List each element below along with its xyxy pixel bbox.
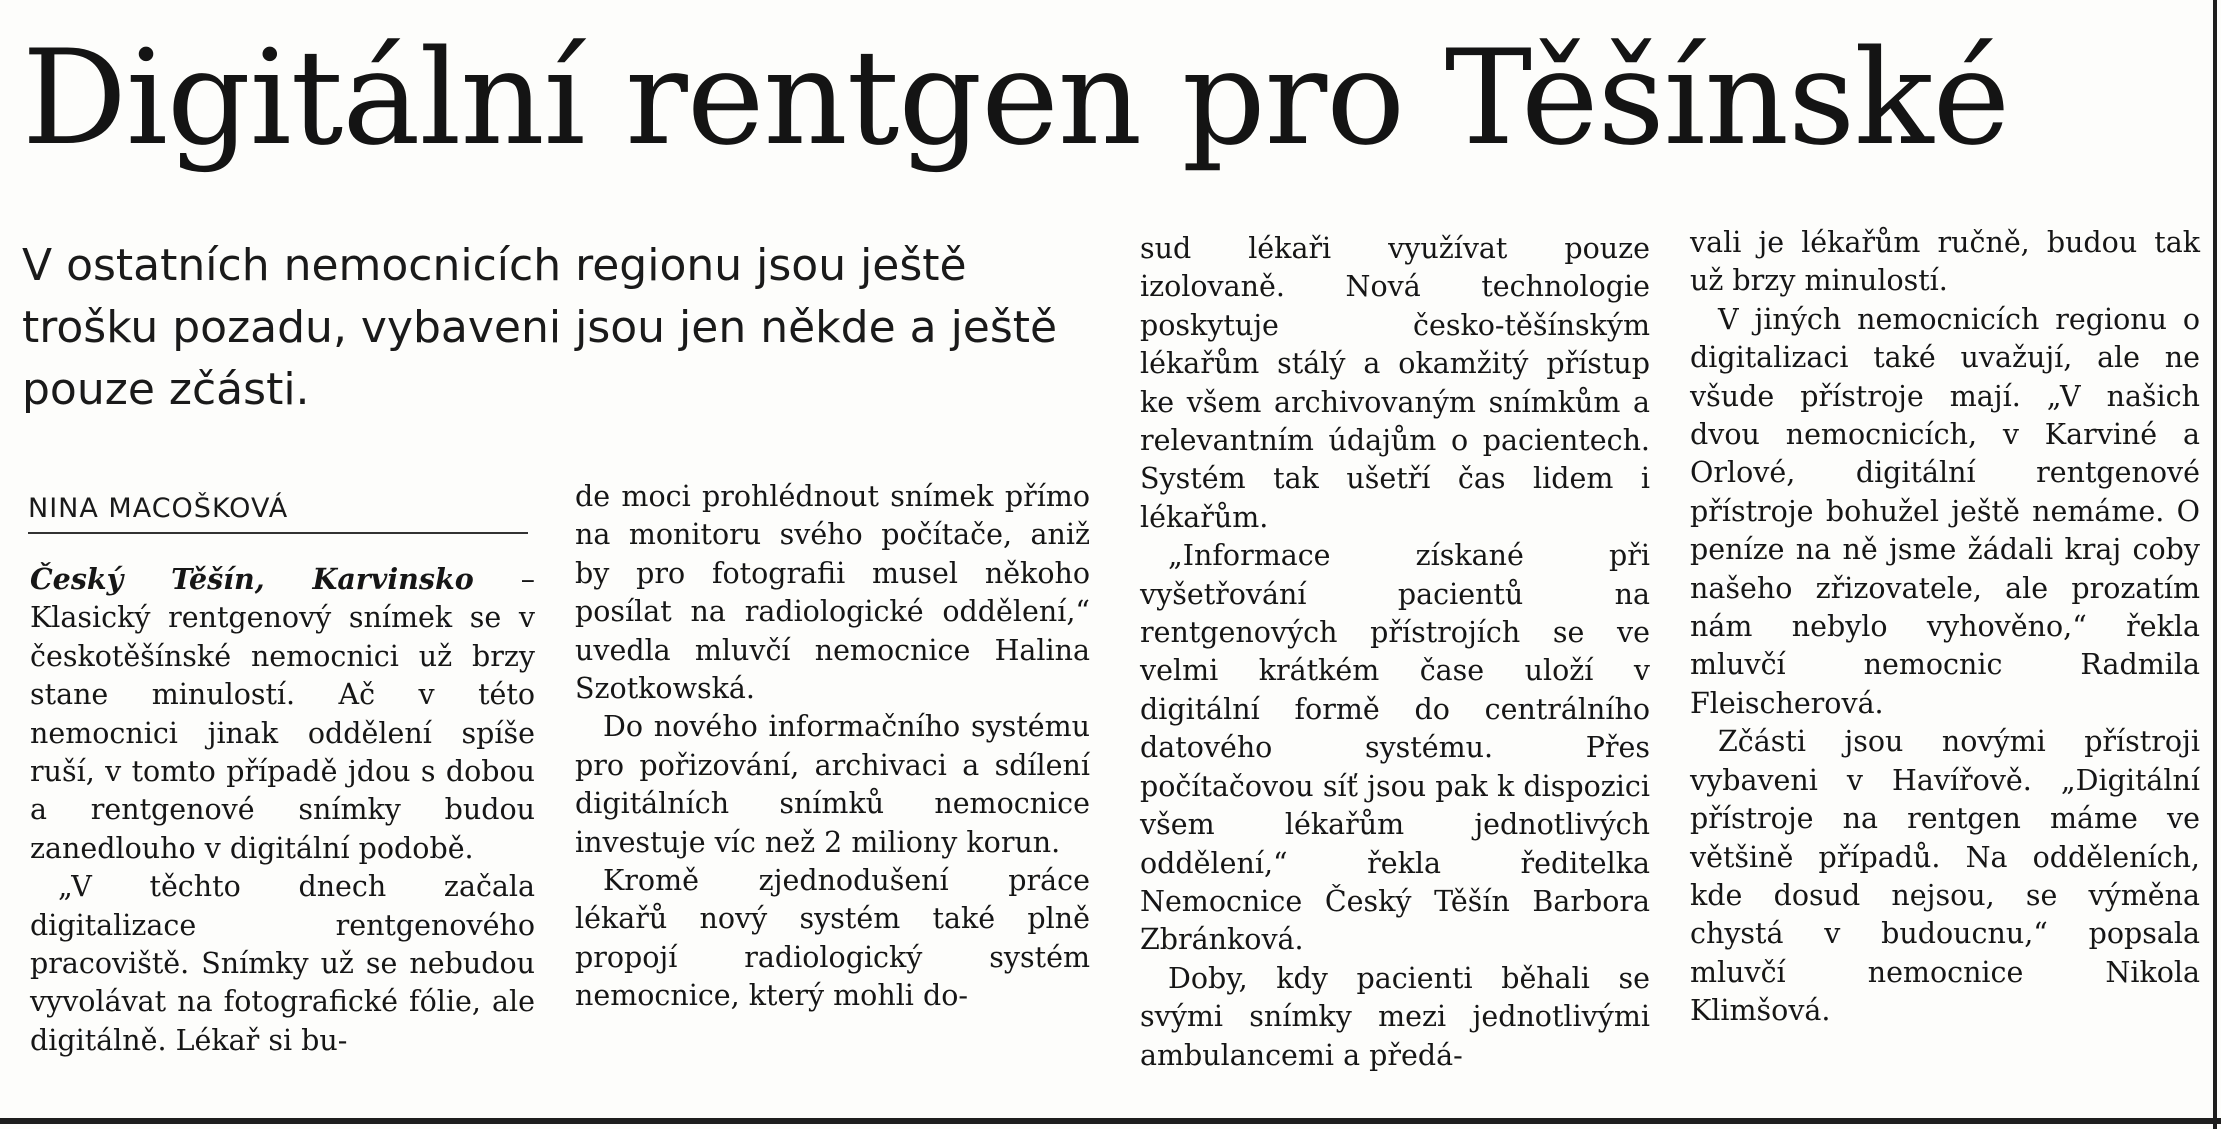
paragraph-6-start: Doby, kdy pacienti běhali se svými snímky mezi jednotlivými ambulancemi a předá- (1140, 961, 1650, 1072)
text-column-3 (1140, 230, 1650, 1075)
byline: NINA MACOŠKOVÁ (28, 492, 528, 534)
paragraph-4-end: sud lékaři využívat pouze izolovaně. Nová technologie poskytuje česko-těšínským lékařům stálý a okamžitý přístup ke všem archivovaným snímkům a relevantním údajům o pacientech. Systém tak ušetří čas lidem i lékařům. (1140, 232, 1650, 534)
paragraph-6-end: vali je lékařům ručně, budou tak už brzy minulostí. (1690, 226, 2200, 298)
paragraph-2-end: de moci prohlédnout snímek přímo na monitoru svého počítače, aniž by pro fotografii musel někoho posílat na radiologické oddělení,“ uvedla mluvčí nemocnice Halina Szotkowská. (575, 480, 1090, 706)
paragraph-7: V jiných nemocnicích regionu o digitalizaci také uvažují, ale ne všude přístroje mají. „V našich dvou nemocnicích, v Karviné a Orlové, digitální rentgenové přístroje bohužel ještě nemáme. O peníze na ně jsme žádali kraj coby našeho zřizovatele, ale prozatím nám nebylo vyhověno,“ řekla mluvčí nemocnic Radmila Fleischerová. (1690, 302, 2200, 720)
lead-paragraph: V ostatních nemocnicích regionu jsou ještě trošku pozadu, vybaveni jsou jen někde a ještě pouze zčásti. (22, 240, 1058, 415)
dateline: Český Těšín, Karvinsko (30, 562, 474, 596)
text-column-4 (1690, 224, 2200, 1031)
paragraph-1-text: – Klasický rentgenový snímek se v českotěšínské nemocnici už brzy stane minulostí. Ač v této nemocnici jinak oddělení spíše ruší, v tomto případě jdou s dobou a rentgenové snímky budou zanedlouho v digitální podobě. (30, 563, 536, 865)
bottom-border-rule (0, 1118, 2221, 1124)
text-column-1 (30, 560, 535, 1060)
paragraph-2-start: „V těchto dnech začala digitalizace rentgenového pracoviště. Snímky už se nebudou vyvolávat na fotografické fólie, ale digitálně. Lékař si bu- (30, 870, 535, 1057)
paragraph-4-start: Kromě zjednodušení práce lékařů nový systém také plně propojí radiologický systém nemocnice, který mohli do- (575, 864, 1090, 1013)
paragraph-5: „Informace získané při vyšetřování pacientů na rentgenových přístrojích se ve velmi krátkém čase uloží v digitální formě do centrálního datového systému. Přes počítačovou síť jsou pak k dispozici všem lékařům jednotlivých oddělení,“ řekla ředitelka Nemocnice Český Těšín Barbora Zbránková. (1140, 539, 1650, 957)
right-border-rule (2213, 0, 2217, 1129)
paragraph-1 (30, 560, 535, 868)
paragraph-3: Do nového informačního systému pro pořizování, archivaci a sdílení digitálních snímků nemocnice investuje víc než 2 miliony korun. (575, 710, 1090, 859)
paragraph-8: Zčásti jsou novými přístroji vybaveni v Havířově. „Digitální přístroje na rentgen máme ve většině případů. Na odděleních, kde dosud nejsou, se výměna chystá v budoucnu,“ popsala mluvčí nemocnice Nikola Klimšová. (1690, 725, 2200, 1028)
headline: Digitální rentgen pro Těšínské (22, 21, 2010, 174)
text-column-2 (575, 478, 1090, 1016)
